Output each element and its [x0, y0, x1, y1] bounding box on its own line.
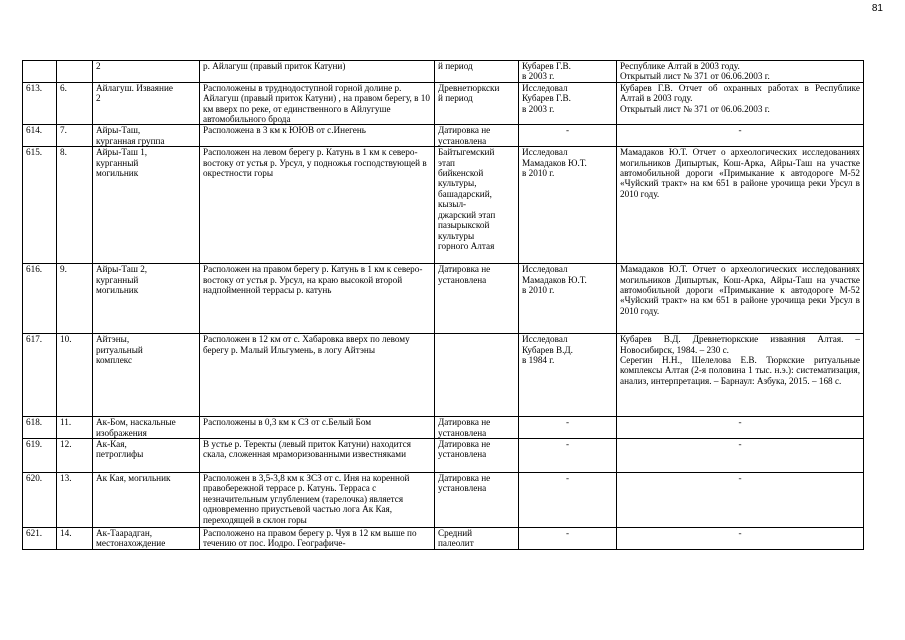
monument-dating: й период: [435, 61, 519, 83]
monument-location: Расположен в 3,5-3,8 км к ЗСЗ от с. Иня на коренной правобережной террасе р. Катунь. Терраса с незначительным углублением (тарелочка) является одновременно приустьевой частью лога Ак Кая, переходящей в склон горы: [200, 473, 435, 528]
monument-literature: -: [617, 125, 864, 147]
row-number: 619.: [23, 439, 57, 473]
monument-name: Айтэны, ритуальный комплекс: [93, 334, 200, 417]
row-number: 617.: [23, 334, 57, 417]
monument-name: Ак-Бом, наскальные изображения: [93, 417, 200, 439]
monument-dating: Байтыгемский этап бийкенской культуры, башадарский, кызыл- джарский этап пазырыкской культуры горного Алтая: [435, 147, 519, 264]
table-row: [23, 417, 864, 439]
row-subnumber: 8.: [57, 147, 93, 264]
monument-registry-table: [22, 60, 864, 550]
monument-literature: Кубарев Г.В. Отчет об охранных работах в Республике Алтай в 2003 году. Открытый лист № 371 от 06.06.2003 г.: [617, 82, 864, 125]
monument-research: -: [519, 528, 617, 550]
monument-name: Айры-Таш, курганная группа: [93, 125, 200, 147]
monument-location: Расположена в 3 км к ЮЮВ от с.Инегень: [200, 125, 435, 147]
monument-research: -: [519, 417, 617, 439]
monument-research: -: [519, 473, 617, 528]
monument-literature: -: [617, 417, 864, 439]
table-row: [23, 334, 864, 417]
monument-location: Расположено на правом берегу р. Чуя в 12 км выше по течению от пос. Иодро. Географиче-: [200, 528, 435, 550]
table-row: [23, 528, 864, 550]
monument-dating: Средний палеолит: [435, 528, 519, 550]
row-number: 613.: [23, 82, 57, 125]
monument-research: Исследовал Кубарев Г.В. в 2003 г.: [519, 82, 617, 125]
monument-literature: -: [617, 439, 864, 473]
table-row: [23, 125, 864, 147]
row-number: 615.: [23, 147, 57, 264]
monument-location: Расположен в 12 км от с. Хабаровка вверх по левому берегу р. Малый Ильгумень, в логу Айтэны: [200, 334, 435, 417]
row-number: 618.: [23, 417, 57, 439]
monument-location: Расположены в труднодоступной горной долине р. Айлагуш (правый приток Катуни) , на правом берегу, в 10 км вверх по реке, от единственного в Айлугуше автомобильного брода: [200, 82, 435, 125]
monument-dating: Датировка не установлена: [435, 473, 519, 528]
monument-literature: Мамадаков Ю.Т. Отчет о археологических исследованиях могильников Дипыртык, Кош-Арка, Айры-Таш на участке автомобильной дороги «Примыкание к автодороге М-52 «Чуйский тракт» на км 651 в районе урочища реки Урсул в 2010 году.: [617, 264, 864, 334]
monument-location: Расположены в 0,3 км к СЗ от с.Белый Бом: [200, 417, 435, 439]
monument-location: В устье р. Теректы (левый приток Катуни) находится скала, сложенная мраморизованными известняками: [200, 439, 435, 473]
row-subnumber: 10.: [57, 334, 93, 417]
row-subnumber: [57, 61, 93, 83]
monument-research: Исследовал Мамадаков Ю.Т. в 2010 г.: [519, 264, 617, 334]
monument-name: Айры-Таш 1, курганный могильник: [93, 147, 200, 264]
monument-name: 2: [93, 61, 200, 83]
monument-research: -: [519, 439, 617, 473]
row-subnumber: 13.: [57, 473, 93, 528]
row-subnumber: 7.: [57, 125, 93, 147]
row-number: 616.: [23, 264, 57, 334]
monument-literature: Мамадаков Ю.Т. Отчет о археологических исследованиях могильников Дипыртык, Кош-Арка, Айры-Таш на участке автомобильной дороги «Примыкание к автодороге М-52 «Чуйский тракт» на км 651 в районе урочища реки Урсул в 2010 году.: [617, 147, 864, 264]
page-number: 81: [871, 3, 883, 14]
table-row: [23, 473, 864, 528]
monument-location: р. Айлагуш (правый приток Катуни): [200, 61, 435, 83]
monument-location: Расположен на правом берегу р. Катунь в 1 км к северо-востоку от устья р. Урсул, на краю высокой второй надпойменной террасы р. катунь: [200, 264, 435, 334]
monument-name: Айлагуш. Изваяние 2: [93, 82, 200, 125]
monument-name: Ак-Кая, петроглифы: [93, 439, 200, 473]
monument-research: -: [519, 125, 617, 147]
row-subnumber: 11.: [57, 417, 93, 439]
monument-dating: Датировка не установлена: [435, 264, 519, 334]
row-subnumber: 12.: [57, 439, 93, 473]
monument-dating: Датировка не установлена: [435, 417, 519, 439]
table-row: [23, 147, 864, 264]
monument-research: Исследовал Кубарев В.Д. в 1984 г.: [519, 334, 617, 417]
row-subnumber: 6.: [57, 82, 93, 125]
monument-research: Исследовал Мамадаков Ю.Т. в 2010 г.: [519, 147, 617, 264]
table-row: [23, 82, 864, 125]
table-row: [23, 439, 864, 473]
row-subnumber: 9.: [57, 264, 93, 334]
monument-literature: -: [617, 528, 864, 550]
table-row: [23, 61, 864, 83]
row-number: 620.: [23, 473, 57, 528]
row-number: [23, 61, 57, 83]
monument-dating: Древнетюркски й период: [435, 82, 519, 125]
row-number: 621.: [23, 528, 57, 550]
monument-dating: Датировка не установлена: [435, 125, 519, 147]
monument-literature: Кубарев В.Д. Древнетюркские изваяния Алтая. – Новосибирск, 1984. – 230 с. Серегин Н.Н., Шелелова Е.В. Тюркские ритуальные комплексы Алтая (2-я половина 1 тыс. н.э.): систематизация, анализ, интерпретация. – Барнаул: Азбука, 2015. – 168 с.: [617, 334, 864, 417]
monument-research: Кубарев Г.В. в 2003 г.: [519, 61, 617, 83]
monument-name: Ак-Таарадган, местонахождение: [93, 528, 200, 550]
monument-name: Айры-Таш 2, курганный могильник: [93, 264, 200, 334]
monument-name: Ак Кая, могильник: [93, 473, 200, 528]
monument-dating: Датировка не установлена: [435, 439, 519, 473]
monument-dating: [435, 334, 519, 417]
table-row: [23, 264, 864, 334]
row-subnumber: 14.: [57, 528, 93, 550]
row-number: 614.: [23, 125, 57, 147]
monument-location: Расположен на левом берегу р. Катунь в 1 км к северо-востоку от устья р. Урсул, у подножья господствующей в окрестности горы: [200, 147, 435, 264]
monument-literature: -: [617, 473, 864, 528]
monument-literature: Республике Алтай в 2003 году. Открытый лист № 371 от 06.06.2003 г.: [617, 61, 864, 83]
